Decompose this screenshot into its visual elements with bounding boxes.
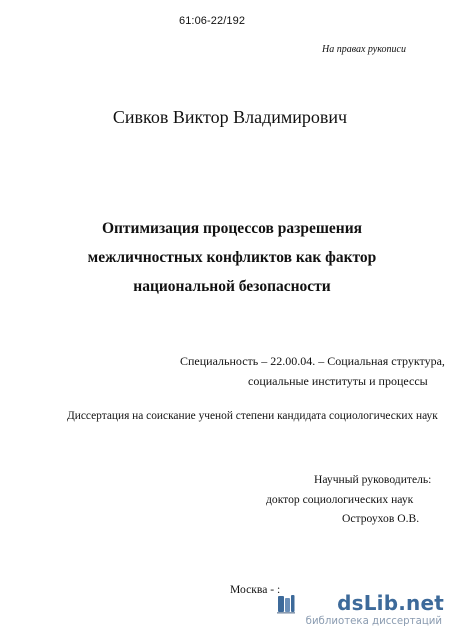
supervisor-degree: доктор социологических наук	[266, 493, 414, 506]
watermark-subtitle: библиотека диссертаций	[305, 616, 442, 627]
city-year: Москва - :	[230, 583, 281, 596]
supervisor-name: Остроухов О.В.	[342, 512, 420, 525]
rights-notice: На правах рукописи	[322, 44, 406, 55]
supervisor-label: Научный руководитель:	[314, 473, 432, 486]
document-code: 61:06-22/192	[179, 15, 246, 27]
specialty-line-1: Специальность – 22.00.04. – Социальная структура,	[180, 354, 445, 368]
dissertation-title	[0, 214, 450, 301]
watermark[interactable]	[276, 591, 444, 633]
book-icon	[276, 593, 296, 615]
dissertation-degree: Диссертация на соискание ученой степени кандидата социологических наук	[67, 410, 438, 422]
title-line: Оптимизация процессов разрешения	[101, 220, 363, 237]
author-name: Сивков Виктор Владимирович	[112, 107, 348, 127]
title-line: национальной безопасности	[133, 278, 331, 295]
specialty-line-2: социальные институты и процессы	[248, 374, 428, 388]
watermark-logo: dsLib.net	[337, 591, 444, 615]
title-line: межличностных конфликтов как фактор	[87, 249, 377, 266]
